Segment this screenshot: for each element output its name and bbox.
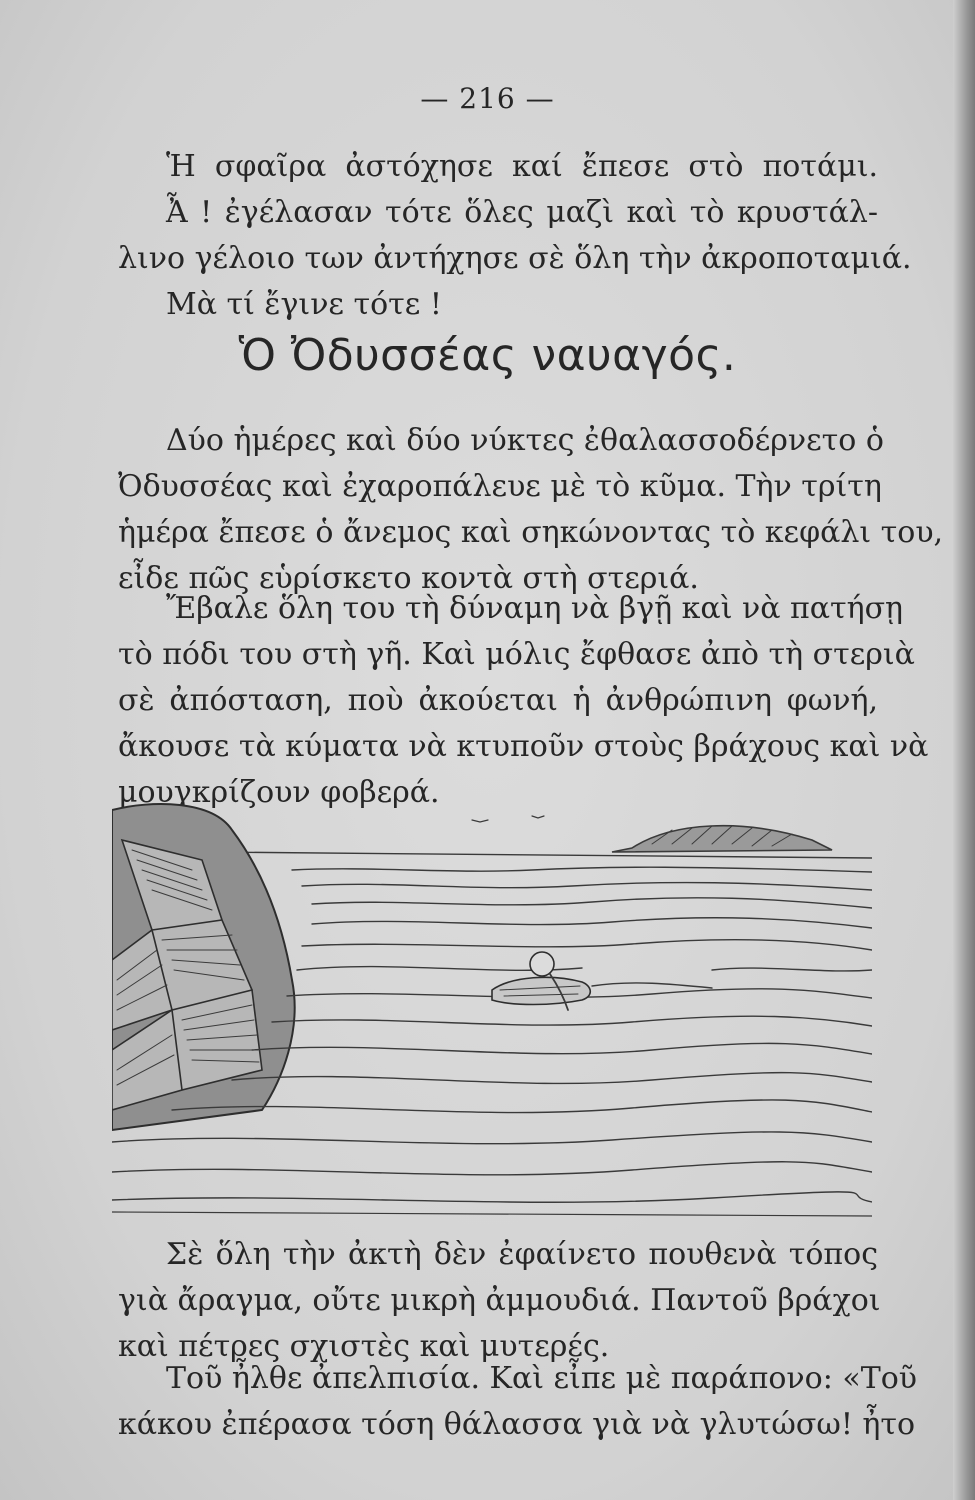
chapter-heading: Ὁ Ὀδυσσέας ναυαγός. [238, 330, 737, 381]
text-line: τὸ πόδι του στὴ γῆ. Καὶ μόλις ἔφθασε ἀπὸ τὴ στεριὰ [118, 637, 915, 672]
bird-mark [532, 816, 544, 818]
paragraph-shipwreck [118, 418, 944, 602]
swimmer-odysseus [492, 952, 712, 1010]
page-number: — 216 — [420, 82, 555, 115]
text-line: Τοῦ ἦλθε ἀπελπισία. Καὶ εἶπε μὲ παράπονο: «Τοῦ [166, 1361, 918, 1396]
text-line: γιὰ ἄραγμα, οὔτε μικρὴ ἀμμουδιά. Παντοῦ βράχοι [118, 1283, 881, 1318]
text-line: Ἔβαλε ὅλη του τὴ δύναμη νὰ βγῇ καὶ νὰ πατήσῃ [166, 591, 904, 626]
text-line: Μὰ τί ἔγινε τότε ! [166, 287, 442, 322]
text-line: Δύο ἡμέρες καὶ δύο νύκτες ἐθαλασσοδέρνετο ὁ [166, 423, 884, 458]
paragraph-despair [118, 1356, 918, 1448]
paragraph-coast [118, 1232, 881, 1370]
text-line: σὲ ἀπόσταση, ποὺ ἀκούεται ἡ ἀνθρώπινη φωνή, [118, 683, 878, 718]
text-line: Ὀδυσσέας καὶ ἐχαροπάλευε μὲ τὸ κῦμα. Τὴν τρίτη [118, 469, 882, 504]
distant-island [612, 826, 832, 852]
paragraph-intro [118, 144, 912, 328]
paragraph-shore [118, 586, 929, 816]
text-line: ἄκουσε τὰ κύματα νὰ κτυποῦν στοὺς βράχους καὶ νὰ [118, 729, 929, 764]
shipwreck-illustration [112, 800, 872, 1220]
text-line: μουγκρίζουν φοβερά. [118, 775, 440, 810]
page-edge-shadow [953, 0, 975, 1500]
text-line: ἡμέρα ἔπεσε ὁ ἄνεμος καὶ σηκώνοντας τὸ κεφάλι του, [118, 515, 944, 550]
text-line: εἶδε πῶς εὑρίσκετο κοντὰ στὴ στεριά. [118, 561, 699, 596]
text-line: Ἡ σφαῖρα ἀστόχησε καί ἔπεσε στὸ ποτάμι. [166, 149, 878, 184]
text-line: Ἆ ! ἐγέλασαν τότε ὅλες μαζὶ καὶ τὸ κρυστάλ- [166, 195, 878, 230]
text-line: λινο γέλοιο των ἀντήχησε σὲ ὅλη τὴν ἀκροποταμιά. [118, 241, 912, 276]
text-line: κάκου ἐπέρασα τόση θάλασσα γιὰ νὰ γλυτώσω! ἦτο [118, 1407, 916, 1442]
text-line: καὶ πέτρες σχιστὲς καὶ μυτερές. [118, 1329, 610, 1364]
bird-mark [472, 820, 488, 822]
text-line: Σὲ ὅλη τὴν ἀκτὴ δὲν ἐφαίνετο πουθενὰ τόπος [166, 1237, 878, 1272]
